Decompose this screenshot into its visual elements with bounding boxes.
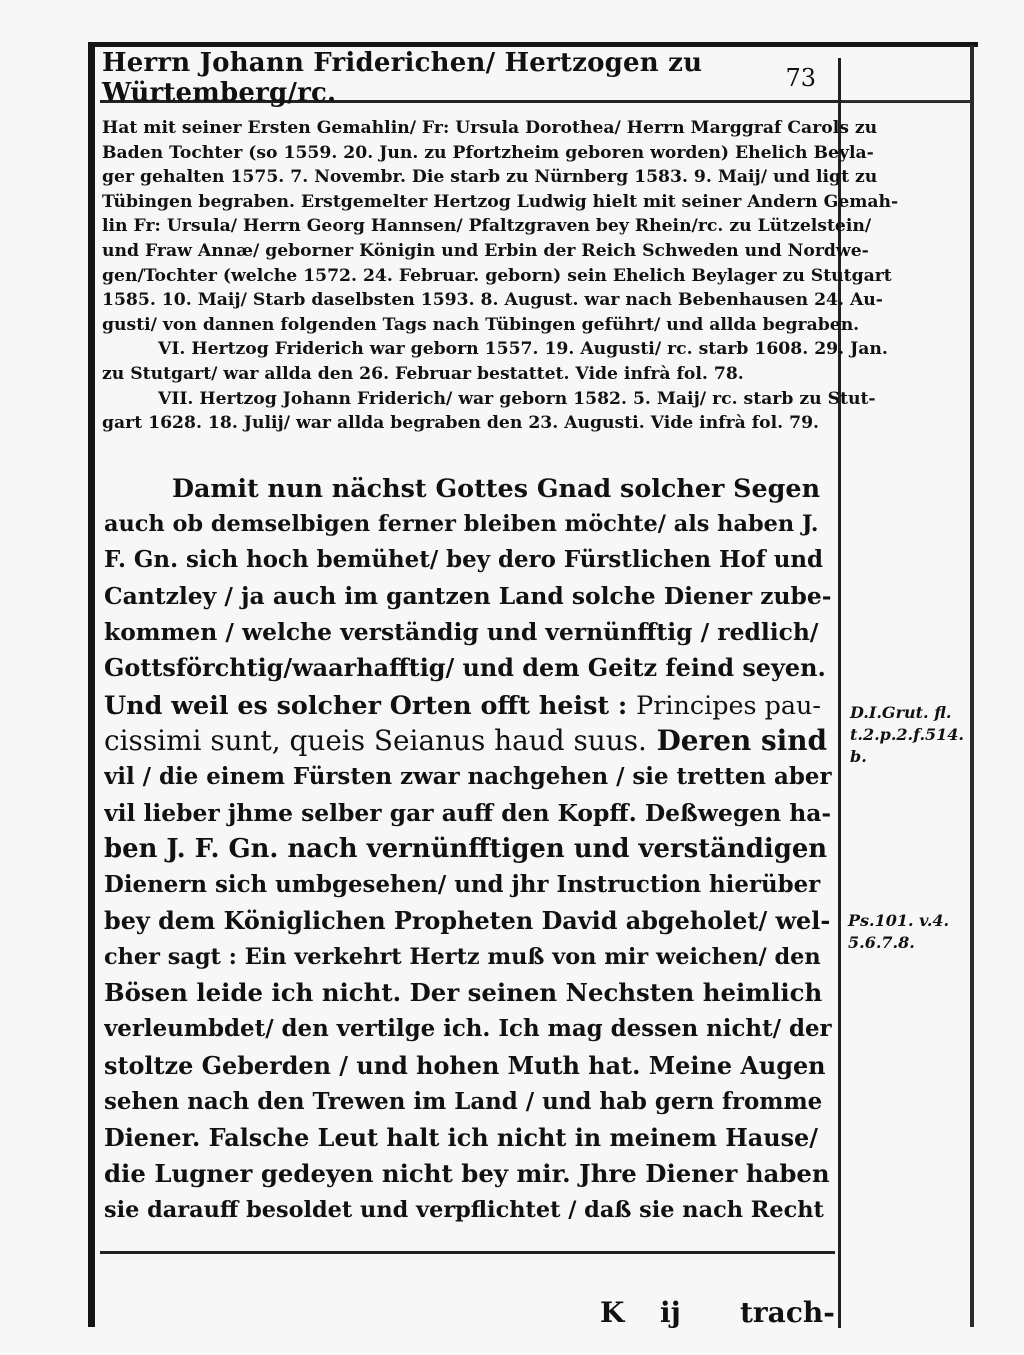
main-text-block — [104, 470, 832, 1228]
page-border-top — [88, 42, 978, 47]
genealogy-line: gusti/ von dannen folgenden Tags nach Tübingen geführt/ und allda begraben. — [102, 314, 860, 335]
page-border-left — [88, 42, 95, 1327]
genealogy-line: gen/Tochter (welche 1572. 24. Februar. geborn) sein Ehelich Beylager zu Stutgart — [102, 265, 892, 286]
main-text-line: Bösen leide ich nicht. Der seinen Nechsten heimlich — [104, 978, 823, 1008]
item-vii-line: VII. Hertzog Johann Friderich/ war geborn 1582. 5. Maij/ rc. starb zu Stut- — [158, 388, 876, 409]
main-text-line: verleumbdet/ den vertilge ich. Ich mag dessen nicht/ der — [104, 1015, 832, 1043]
main-text-line: Cantzley / ja auch im gantzen Land solche Diener zube- — [104, 582, 832, 611]
main-text-line: stoltze Geberden / und hohen Muth hat. Meine Augen — [104, 1051, 826, 1080]
main-text-line — [104, 723, 832, 759]
main-text-line: kommen / welche verständig und vernünfftig / redlich/ — [104, 618, 819, 647]
latin-quote: Principes pau- — [636, 689, 821, 720]
main-text-line: vil / die einem Fürsten zwar nachgehen / sie tretten aber — [104, 762, 832, 790]
genealogy-block — [102, 116, 964, 436]
latin-quote: cissimi sunt, queis Seianus haud suus. — [104, 723, 647, 757]
main-text-line: sehen nach den Trewen im Land / und hab gern fromme — [104, 1087, 823, 1115]
main-text-line: Damit nun nächst Gottes Gnad solcher Segen — [172, 473, 821, 503]
main-text-line: auch ob demselbigen ferner bleiben möchte/ als haben J. — [104, 511, 819, 538]
bottom-rule — [100, 1251, 835, 1254]
main-text-line: Diener. Falsche Leut halt ich nicht in meinem Hause/ — [104, 1123, 818, 1152]
genealogy-line: Baden Tochter (so 1559. 20. Jun. zu Pfortzheim geboren worden) Ehelich Beyla- — [102, 142, 874, 163]
catchword: trach- — [740, 1296, 835, 1329]
running-header — [102, 48, 822, 108]
genealogy-line: lin Fr: Ursula/ Herrn Georg Hannsen/ Pfaltzgraven bey Rhein/rc. zu Lützelstein/ — [102, 216, 872, 237]
item-vi-line: VI. Hertzog Friderich war geborn 1557. 19. Augusti/ rc. starb 1608. 29. Jan. — [158, 339, 888, 360]
margin-note-line: D.I.Grut. fl. — [850, 703, 952, 722]
main-text-fragment: Und weil es solcher Orten offt heist : — [104, 689, 628, 720]
page-border-right — [970, 45, 974, 1327]
item-vi-line: zu Stutgart/ war allda den 26. Februar bestattet. Vide infrà fol. 78. — [102, 363, 744, 384]
main-text-fragment: Deren sind — [656, 723, 828, 757]
margin-note-psalm — [848, 910, 966, 954]
main-text-line: Dienern sich umbgesehen/ und jhr Instruction hierüber — [104, 871, 821, 899]
main-text-line: die Lugner gedeyen nicht bey mir. Jhre Diener haben — [104, 1158, 830, 1188]
main-text-line: Gottsförchtig/waarhafftig/ und dem Geitz feind seyen. — [104, 654, 826, 683]
genealogy-line: Tübingen begraben. Erstgemelter Hertzog Ludwig hielt mit seiner Andern Gemah- — [102, 191, 899, 212]
signature-mark: K — [600, 1296, 625, 1329]
genealogy-line: und Fraw Annæ/ geborner Königin und Erbin der Reich Schweden und Nordwe- — [102, 240, 869, 261]
main-text-line: F. Gn. sich hoch bemühet/ bey dero Fürstlichen Hof und — [104, 546, 824, 574]
page-number: 73 — [785, 64, 816, 92]
genealogy-line: 1585. 10. Maij/ Starb daselbsten 1593. 8. August. war nach Bebenhausen 24. Au- — [102, 290, 883, 311]
item-vii-line: gart 1628. 18. Julij/ war allda begraben den 23. Augusti. Vide infrà fol. 79. — [102, 413, 820, 434]
main-text-line — [104, 687, 832, 723]
main-text-line: ben J. F. Gn. nach vernünfftigen und verständigen — [104, 833, 828, 864]
genealogy-line: Hat mit seiner Ersten Gemahlin/ Fr: Ursula Dorothea/ Herrn Marggraf Carols zu — [102, 118, 878, 138]
main-text-line: bey dem Königlichen Propheten David abgeholet/ wel- — [104, 907, 831, 936]
main-text-line: sie darauff besoldet und verpflichtet / daß sie nach Recht — [104, 1196, 824, 1223]
margin-note-gruter — [850, 702, 968, 768]
signature-number: ij — [660, 1296, 681, 1329]
margin-rule-top — [842, 100, 970, 102]
main-text-line: cher sagt : Ein verkehrt Hertz muß von mir weichen/ den — [104, 944, 821, 971]
margin-note-line: t.2.p.2.f.514. — [850, 725, 964, 744]
margin-note-line: b. — [850, 747, 867, 766]
margin-note-line: 5.6.7.8. — [848, 933, 915, 952]
genealogy-line: ger gehalten 1575. 7. Novembr. Die starb zu Nürnberg 1583. 9. Maij/ und ligt zu — [102, 167, 878, 188]
running-title: Herrn Johann Friderichen/ Hertzogen zu Würtemberg/rc. — [102, 48, 703, 108]
main-text-line: vil lieber jhme selber gar auff den Kopff. Deßwegen ha- — [104, 798, 832, 827]
margin-note-line: Ps.101. v.4. — [848, 911, 950, 930]
